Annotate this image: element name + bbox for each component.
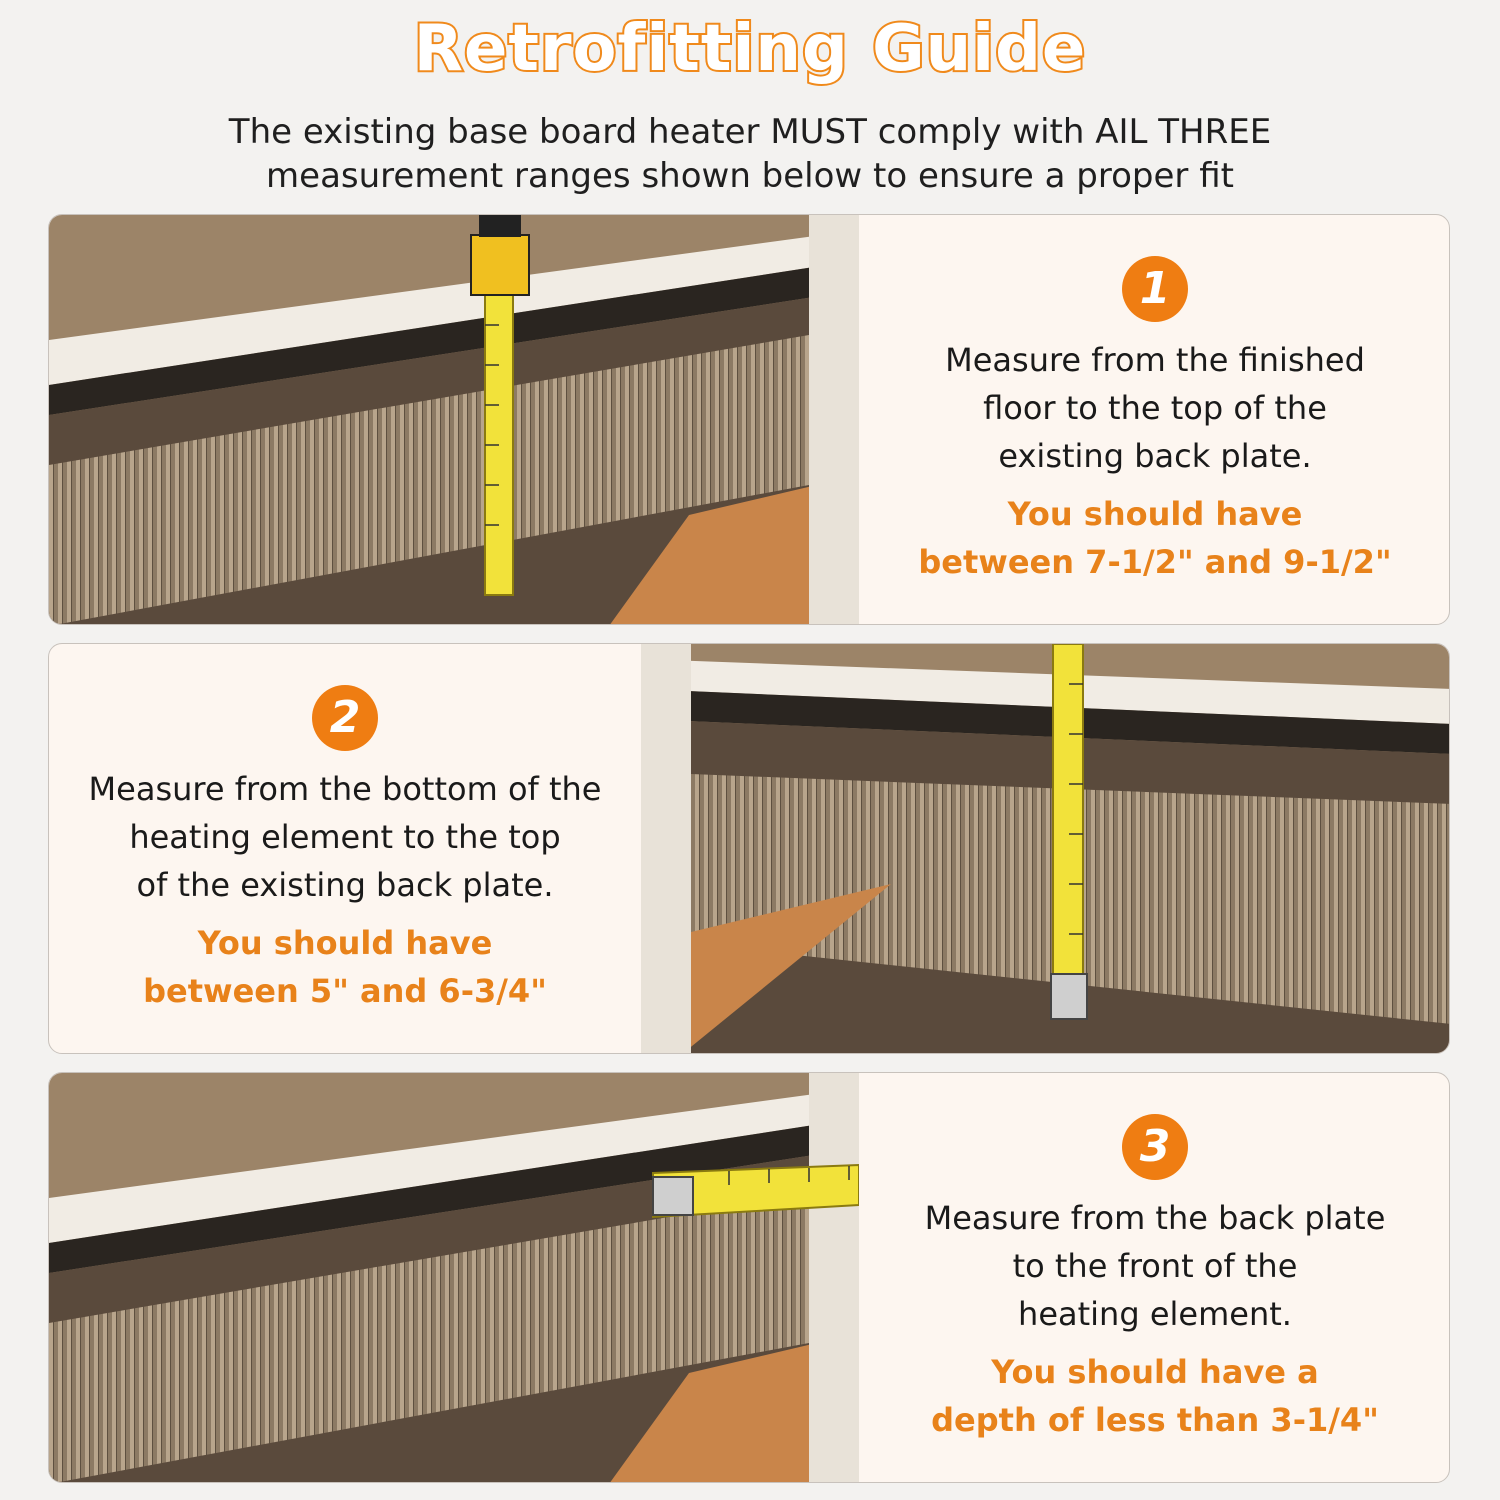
step-text-3: [859, 1073, 1450, 1483]
step-description-1: Measure from the finished floor to the top of the existing back plate.: [945, 340, 1365, 475]
page-title: Retrofitting Guide: [413, 12, 1087, 86]
baseboard-photo-1: [49, 215, 859, 625]
step-number-badge-3: 3: [1122, 1114, 1188, 1180]
page-subtitle: [150, 110, 1350, 198]
step-number-badge-2: 2: [312, 685, 378, 751]
baseboard-photo-2: [641, 644, 1450, 1054]
baseboard-photo-3: [49, 1073, 859, 1483]
step-text-2: [49, 644, 641, 1054]
step-range-3: You should have a depth of less than 3-1/4": [931, 1352, 1379, 1439]
step-card-1: [48, 214, 1450, 625]
step-range-1: You should have between 7-1/2" and 9-1/2": [918, 494, 1392, 581]
step-description-2: Measure from the bottom of the heating element to the top of the existing back plate.: [88, 769, 602, 904]
step-card-3: [48, 1072, 1450, 1483]
step-description-3: Measure from the back plate to the front of the heating element.: [924, 1198, 1386, 1333]
step-text-1: [859, 215, 1450, 625]
subtitle-line-2: measurement ranges shown below to ensure a proper fit: [266, 156, 1234, 196]
step-range-2: You should have between 5" and 6-3/4": [143, 923, 547, 1010]
subtitle-line-1: The existing base board heater MUST comply with AIL THREE: [228, 112, 1272, 152]
step-number-badge-1: 1: [1122, 256, 1188, 322]
step-card-2: [48, 643, 1450, 1054]
